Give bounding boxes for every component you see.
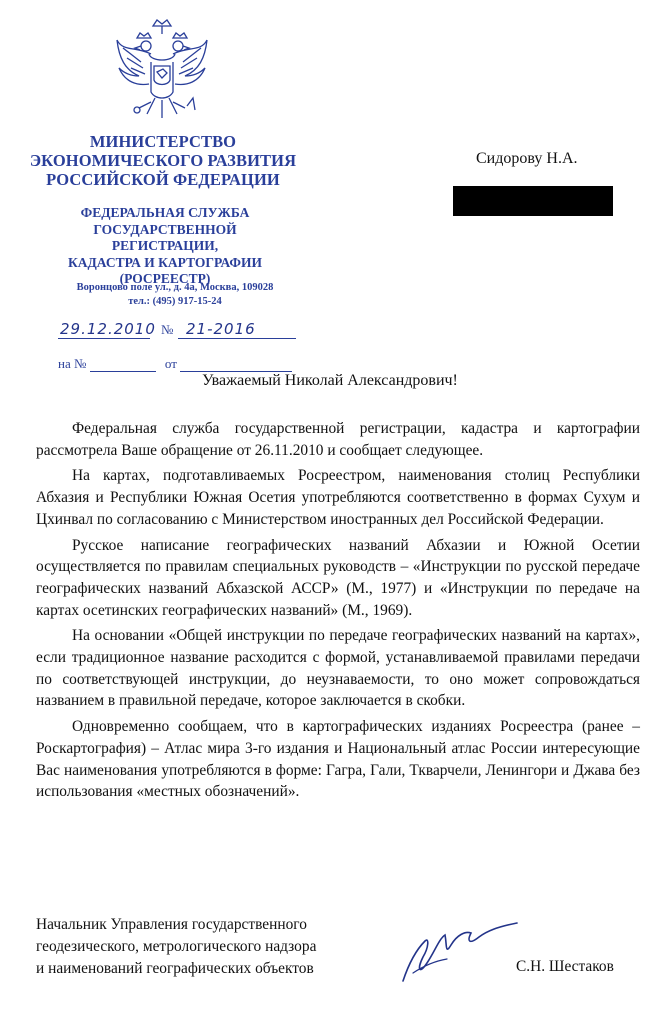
paragraph: На картах, подготавливаемых Росреестром, наименования столиц Республики Абхазия и Республики Южная Осетия употребляются соответственно в формах Сухум и Цхинвал по согласованию с Министерством иностранных дел Российской Федерации. <box>36 467 640 528</box>
paragraph: На основании «Общей инструкции по передаче географических названий на картах», если традиционное название расходится с формой, устанавливаемой правилами передачи по соответствующей инструкции, до неузнаваемости, то оно может сопровождаться названием в правильной передаче, которое заключается в скобки. <box>36 627 640 710</box>
registration-line <box>58 320 298 342</box>
service-name <box>40 205 290 288</box>
paragraph: Федеральная служба государственной регистрации, кадастра и картографии рассмотрела Ваше обращение от 26.11.2010 и сообщает следующее. <box>36 420 640 459</box>
service-line: ГОСУДАРСТВЕННОЙ РЕГИСТРАЦИИ, <box>93 221 237 253</box>
ref-number-blank <box>90 357 156 372</box>
signatory-name: С.Н. Шестаков <box>516 958 614 975</box>
russian-coat-of-arms-icon <box>113 18 211 126</box>
ref-date-label: от <box>164 356 177 371</box>
registration-number: 21-2016 <box>186 320 256 338</box>
service-line: ФЕДЕРАЛЬНАЯ СЛУЖБА <box>80 205 250 220</box>
greeting: Уважаемый Николай Александрович! <box>202 372 458 389</box>
postal-address: Воронцово поле ул., д. 4а, Москва, 109028 <box>76 282 274 293</box>
paragraph: Русское написание географических названий Абхазии и Южной Осетии осуществляется по правилам специальных руководств – «Инструкции по русской передаче географических названий Абхазской АССР» (М., 1977) и «Инструкции по передаче на картах осетинских географических названий» (М., 1969). <box>36 536 640 619</box>
letter-body <box>36 418 640 807</box>
signatory-title-line: геодезического, метрологического надзора <box>36 938 317 955</box>
number-label: № <box>161 322 174 337</box>
ministry-line: РОССИЙСКОЙ ФЕДЕРАЦИИ <box>46 170 280 189</box>
ref-date-blank <box>180 357 292 372</box>
redacted-area <box>453 186 613 216</box>
registration-date: 29.12.2010 <box>60 320 156 338</box>
service-line: (РОСРЕЕСТР) <box>119 271 211 286</box>
signatory-title-line: и наименований географических объектов <box>36 960 314 977</box>
ministry-line: ЭКОНОМИЧЕСКОГО РАЗВИТИЯ <box>29 151 297 170</box>
handwritten-signature-icon <box>395 915 525 987</box>
ministry-name <box>18 132 308 189</box>
signatory-title <box>36 914 376 980</box>
phone-number: тел.: (495) 917-15-24 <box>128 296 222 307</box>
paragraph: Одновременно сообщаем, что в картографических изданиях Росреестра (ранее – Роскартография) – Атлас мира 3-го издания и Национальный атлас России интересующие Вас наименования употребляются в форме: Гагра, Гали, Ткварчели, Ленингори и Джава без использования «местных обозначений». <box>36 718 640 801</box>
contact-block <box>50 281 300 309</box>
signatory-title-line: Начальник Управления государственного <box>36 916 307 933</box>
service-line: КАДАСТРА И КАРТОГРАФИИ <box>67 254 263 270</box>
ministry-line: МИНИСТЕРСТВО <box>89 132 237 151</box>
addressee-name: Сидорову Н.А. <box>476 150 578 167</box>
ref-number-label: на № <box>58 356 87 371</box>
